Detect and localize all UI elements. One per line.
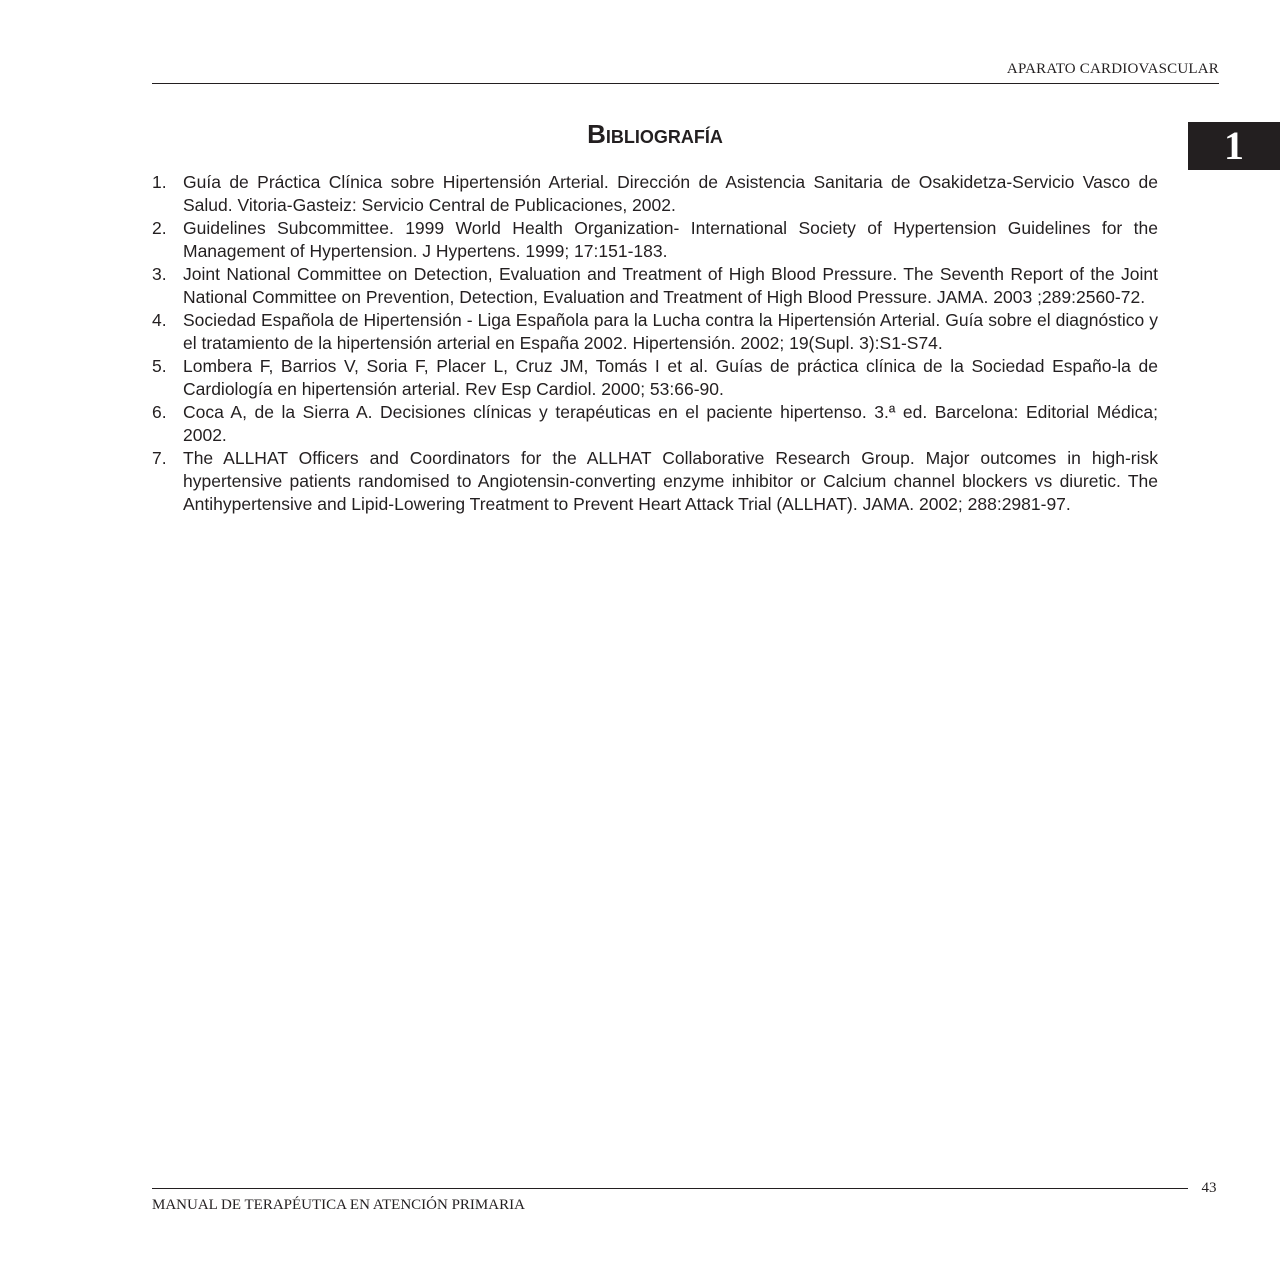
reference-text: Joint National Committee on Detection, Evaluation and Treatment of High Blood Pressure. The Seventh Report of the Joint National Committee on Prevention, Detection, Evaluation and Treatment of High Blood Pressure. JAMA. 2003 ;289:2560-72. <box>183 264 1158 307</box>
reference-number: 1. <box>152 172 167 192</box>
reference-text: Coca A, de la Sierra A. Decisiones clínicas y terapéuticas en el paciente hipertenso. 3.ª ed. Barcelona: Editorial Médica; 2002. <box>183 402 1158 445</box>
bibliography-list <box>152 171 1158 516</box>
reference-number: 6. <box>152 402 167 422</box>
reference-number: 7. <box>152 448 167 468</box>
header-divider <box>152 83 1219 84</box>
footer-divider <box>152 1188 1188 1189</box>
reference-item-4 <box>152 309 1158 355</box>
reference-number: 4. <box>152 310 167 330</box>
page-number: 43 <box>1201 1180 1217 1196</box>
reference-text: Sociedad Española de Hipertensión - Liga Española para la Lucha contra la Hipertensión Arterial. Guía sobre el diagnóstico y el tratamiento de la hipertensión arterial en España 2002. Hipertensión. 2002; 19(Supl. 3):S1-S74. <box>183 310 1158 353</box>
reference-text: Guía de Práctica Clínica sobre Hipertensión Arterial. Dirección de Asistencia Sanitaria de Osakidetza-Servicio Vasco de Salud. Vitoria-Gasteiz: Servicio Central de Publicaciones, 2002. <box>183 172 1158 215</box>
reference-item-5 <box>152 355 1158 401</box>
running-header: APARATO CARDIOVASCULAR <box>1006 61 1219 77</box>
reference-number: 3. <box>152 264 167 284</box>
running-footer: MANUAL DE TERAPÉUTICA EN ATENCIÓN PRIMARIA <box>152 1197 525 1213</box>
reference-item-3 <box>152 263 1158 309</box>
reference-item-7 <box>152 447 1158 516</box>
reference-item-6 <box>152 401 1158 447</box>
chapter-tab: 1 <box>1188 122 1280 170</box>
reference-number: 2. <box>152 218 167 238</box>
reference-text: Guidelines Subcommittee. 1999 World Health Organization- International Society of Hypertension Guidelines for the Management of Hypertension. J Hypertens. 1999; 17:151-183. <box>183 218 1158 261</box>
reference-item-1 <box>152 171 1158 217</box>
reference-text: The ALLHAT Officers and Coordinators for the ALLHAT Collaborative Research Group. Major outcomes in high-risk hypertensive patients randomised to Angiotensin-converting enzyme inhibitor or Calcium channel blockers vs diuretic. The Antihypertensive and Lipid-Lowering Treatment to Prevent Heart Attack Trial (ALLHAT). JAMA. 2002; 288:2981-97. <box>183 448 1158 514</box>
reference-text: Lombera F, Barrios V, Soria F, Placer L, Cruz JM, Tomás I et al. Guías de práctica clínica de la Sociedad Españo-la de Cardiología en hipertensión arterial. Rev Esp Cardiol. 2000; 53:66-90. <box>183 356 1158 399</box>
reference-item-2 <box>152 217 1158 263</box>
section-title: Bibliografía <box>587 119 723 149</box>
reference-number: 5. <box>152 356 167 376</box>
